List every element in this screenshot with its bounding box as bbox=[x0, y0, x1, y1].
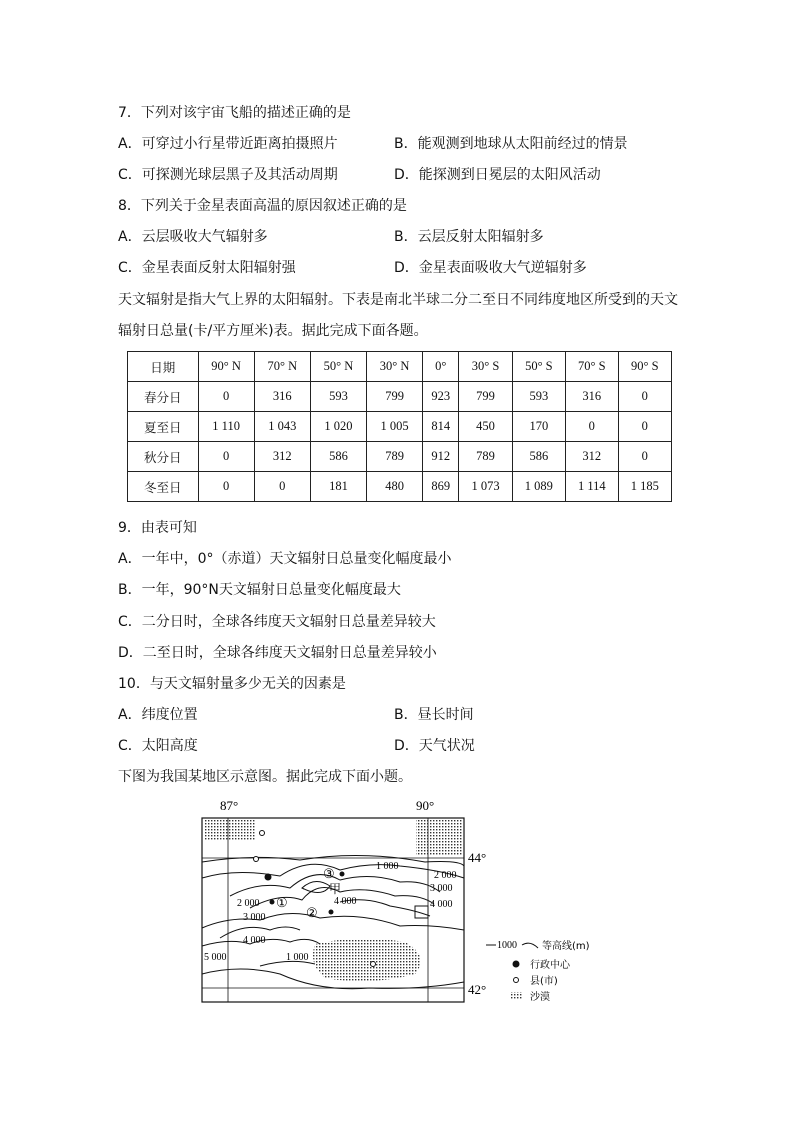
table-cell: 312 bbox=[566, 442, 619, 472]
map-intro: 下图为我国某地区示意图。据此完成下面小题。 bbox=[118, 769, 412, 785]
legend-desert-symbol bbox=[510, 992, 522, 1000]
table-header-cell: 70° S bbox=[566, 352, 619, 382]
q8-option-b: B．云层反射太阳辐射多 bbox=[394, 229, 544, 245]
q8-option-a: A．云层吸收大气辐射多 bbox=[118, 229, 268, 245]
table-cell: 0 bbox=[198, 382, 254, 412]
county-marker bbox=[254, 857, 259, 862]
contour-label: 3 000 bbox=[430, 883, 453, 894]
table-cell: 593 bbox=[310, 382, 366, 412]
table-cell: 1 185 bbox=[618, 472, 671, 502]
table-header-row bbox=[128, 352, 672, 382]
contour-label: 1 000 bbox=[286, 952, 309, 963]
table-header-cell: 70° N bbox=[254, 352, 310, 382]
legend-county-label: 县(市) bbox=[530, 976, 558, 987]
contour-label: 3 000 bbox=[243, 912, 266, 923]
q8-stem: 8．下列关于金星表面高温的原因叙述正确的是 bbox=[118, 198, 407, 214]
table-cell: 799 bbox=[459, 382, 512, 412]
table-cell: 789 bbox=[459, 442, 512, 472]
table-cell: 1 114 bbox=[566, 472, 619, 502]
table-cell: 0 bbox=[198, 442, 254, 472]
lat-label-42: 42° bbox=[468, 982, 487, 997]
table-cell: 0 bbox=[566, 412, 619, 442]
table-row bbox=[128, 442, 672, 472]
table-cell: 170 bbox=[512, 412, 565, 442]
table-cell: 1 073 bbox=[459, 472, 512, 502]
table-cell: 912 bbox=[423, 442, 459, 472]
table-row bbox=[128, 472, 672, 502]
legend-county-symbol bbox=[514, 978, 519, 983]
q7-option-d: D．能探测到日冕层的太阳风活动 bbox=[394, 167, 601, 183]
q9-option-c: C．二分日时，全球各纬度天文辐射日总量差异较大 bbox=[118, 614, 436, 630]
site-label-1: ① bbox=[276, 895, 288, 910]
table-cell: 1 089 bbox=[512, 472, 565, 502]
table-row bbox=[128, 382, 672, 412]
table-header-cell: 50° N bbox=[310, 352, 366, 382]
county-marker bbox=[260, 831, 265, 836]
table-header-cell: 30° S bbox=[459, 352, 512, 382]
q7-option-a: A．可穿过小行星带近距离拍摄照片 bbox=[118, 136, 338, 152]
q9-option-d: D．二至日时，全球各纬度天文辐射日总量差异较小 bbox=[118, 645, 437, 661]
table-cell: 秋分日 bbox=[128, 442, 199, 472]
table-header-cell: 0° bbox=[423, 352, 459, 382]
contour-label: 5 000 bbox=[204, 952, 227, 963]
map-legend bbox=[486, 939, 590, 1003]
contour-label: 4 000 bbox=[334, 896, 357, 907]
table-cell: 799 bbox=[367, 382, 423, 412]
q10-stem: 10．与天文辐射量多少无关的因素是 bbox=[118, 676, 346, 692]
table-cell: 冬至日 bbox=[128, 472, 199, 502]
q10-option-b: B．昼长时间 bbox=[394, 707, 474, 723]
q7-option-b: B．能观测到地球从太阳前经过的情景 bbox=[394, 136, 628, 152]
q10-option-d: D．天气状况 bbox=[394, 738, 475, 754]
table-header-cell: 日期 bbox=[128, 352, 199, 382]
desert-area bbox=[313, 938, 421, 981]
site-marker-1 bbox=[270, 900, 275, 905]
county-marker bbox=[371, 962, 376, 967]
table-header-cell: 90° S bbox=[618, 352, 671, 382]
table-cell: 0 bbox=[618, 412, 671, 442]
site-marker-2 bbox=[329, 910, 334, 915]
table-cell: 593 bbox=[512, 382, 565, 412]
legend-contour-label: 等高线(m) bbox=[542, 941, 590, 952]
admin-center-marker bbox=[265, 874, 272, 881]
table-cell: 0 bbox=[254, 472, 310, 502]
table-header-cell: 50° S bbox=[512, 352, 565, 382]
table-cell: 869 bbox=[423, 472, 459, 502]
table-cell: 480 bbox=[367, 472, 423, 502]
lon-label-90: 90° bbox=[416, 798, 435, 813]
table-row bbox=[128, 412, 672, 442]
region-map bbox=[190, 796, 610, 1008]
table-cell: 586 bbox=[310, 442, 366, 472]
desert-area bbox=[416, 820, 462, 856]
table-cell: 1 005 bbox=[367, 412, 423, 442]
q7-stem: 7．下列对该宇宙飞船的描述正确的是 bbox=[118, 105, 351, 121]
table-header-cell: 90° N bbox=[198, 352, 254, 382]
table-cell: 夏至日 bbox=[128, 412, 199, 442]
table-cell: 春分日 bbox=[128, 382, 199, 412]
site-label-3: ③ bbox=[323, 866, 335, 881]
table-cell: 789 bbox=[367, 442, 423, 472]
contour-label: 2 000 bbox=[237, 898, 260, 909]
site-label-2: ② bbox=[306, 905, 318, 920]
table-cell: 0 bbox=[618, 382, 671, 412]
q8-option-d: D．金星表面吸收大气逆辐射多 bbox=[394, 260, 587, 276]
table-cell: 1 110 bbox=[198, 412, 254, 442]
q9-option-b: B．一年，90°N天文辐射日总量变化幅度最大 bbox=[118, 582, 401, 598]
q9-option-a: A．一年中，0°（赤道）天文辐射日总量变化幅度最小 bbox=[118, 551, 452, 567]
table-cell: 450 bbox=[459, 412, 512, 442]
table-cell: 312 bbox=[254, 442, 310, 472]
table-cell: 586 bbox=[512, 442, 565, 472]
table-cell: 923 bbox=[423, 382, 459, 412]
q10-option-a: A．纬度位置 bbox=[118, 707, 198, 723]
table-cell: 316 bbox=[254, 382, 310, 412]
lat-label-44: 44° bbox=[468, 850, 487, 865]
site-label-jia: 甲 bbox=[329, 882, 342, 896]
table-cell: 1 043 bbox=[254, 412, 310, 442]
table-cell: 316 bbox=[566, 382, 619, 412]
lon-label-87: 87° bbox=[220, 798, 239, 813]
desert-area bbox=[204, 820, 256, 840]
legend-desert-label: 沙漠 bbox=[530, 992, 550, 1003]
contour-label: 1 000 bbox=[376, 861, 399, 872]
contour-label: 4 000 bbox=[243, 935, 266, 946]
table-header-cell: 30° N bbox=[367, 352, 423, 382]
radiation-table bbox=[127, 351, 672, 502]
table-cell: 0 bbox=[618, 442, 671, 472]
legend-admin-label: 行政中心 bbox=[530, 960, 570, 971]
site-marker-3 bbox=[340, 872, 345, 877]
q9-stem: 9．由表可知 bbox=[118, 520, 197, 536]
legend-admin-symbol bbox=[513, 961, 520, 968]
legend-contour-value: 1000 bbox=[497, 940, 517, 951]
table-cell: 1 020 bbox=[310, 412, 366, 442]
intro-paragraph-line1: 天文辐射是指大气上界的太阳辐射。下表是南北半球二分二至日不同纬度地区所受到的天文 bbox=[118, 292, 678, 308]
contour-label: 4 000 bbox=[430, 899, 453, 910]
contour-label: 2 000 bbox=[434, 870, 457, 881]
table-cell: 181 bbox=[310, 472, 366, 502]
intro-paragraph-line2: 辐射日总量(卡/平方厘米)表。据此完成下面各题。 bbox=[118, 323, 428, 339]
q10-option-c: C．太阳高度 bbox=[118, 738, 198, 754]
table-cell: 0 bbox=[198, 472, 254, 502]
q7-option-c: C．可探测光球层黑子及其活动周期 bbox=[118, 167, 338, 183]
table-cell: 814 bbox=[423, 412, 459, 442]
q8-option-c: C．金星表面反射太阳辐射强 bbox=[118, 260, 296, 276]
